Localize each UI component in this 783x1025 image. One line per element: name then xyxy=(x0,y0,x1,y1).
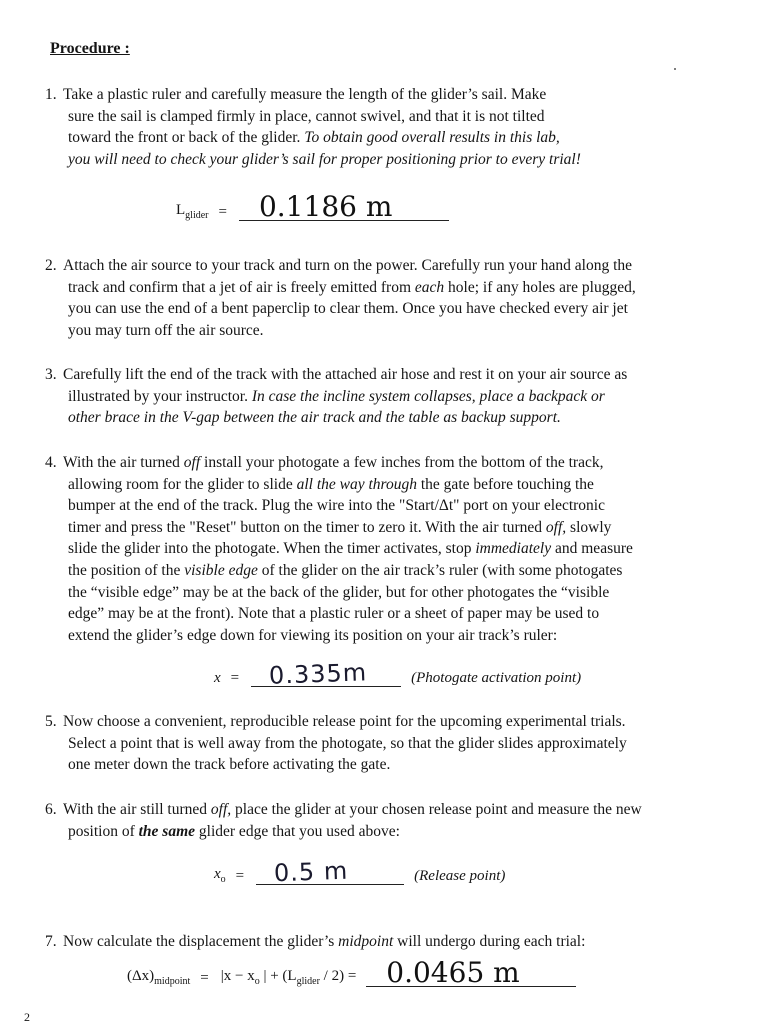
text-run: other brace in the V-gap between the air track and the table as backup support. xyxy=(68,409,561,427)
step-number: 5. xyxy=(45,713,57,730)
displacement-label: $(\Delta x)_{midpoint}$ xyxy=(127,968,191,987)
text-run: you will need to check your glider’s sail for proper positioning prior to every trial! xyxy=(68,150,581,168)
glider-length-answer-line xyxy=(239,190,449,223)
step-line xyxy=(63,560,633,582)
text-run: Take a plastic ruler and carefully measure the length of the glider’s sail. Make xyxy=(63,86,547,103)
step-line xyxy=(63,255,636,277)
displacement-answer-line xyxy=(366,956,576,989)
text-run: one meter down the track before activating the gate. xyxy=(68,756,391,774)
step-text xyxy=(63,255,636,341)
step-line xyxy=(63,495,633,517)
glider-length-equation xyxy=(176,190,459,223)
step-number: 2. xyxy=(45,257,57,274)
displacement-formula: $|x - x_o$ | + $(L_{glider} / 2)$ = xyxy=(220,968,357,987)
text-run: you may turn off the air source. xyxy=(68,321,264,339)
text-run: the same xyxy=(138,822,196,840)
glider-length-value: 0.1186 m xyxy=(258,190,393,223)
text-run: toward the front or back of the glider. xyxy=(68,129,305,147)
step-line xyxy=(63,277,636,299)
text-run: allowing room for the glider to slide xyxy=(68,475,297,493)
step-line xyxy=(63,386,627,408)
text-run: Select a point that is well away from the photogate, so that the glider slides approximately xyxy=(68,734,627,752)
x-label: x xyxy=(214,670,221,686)
step-line xyxy=(63,298,636,320)
text-run: timer and press the "Reset" button on the timer to zero it. With the air turned xyxy=(68,518,546,536)
step-line xyxy=(63,474,633,496)
step-text xyxy=(63,711,627,776)
text-run: hole; if any holes are plugged, xyxy=(444,278,636,296)
step-line xyxy=(63,452,633,474)
step-number: 4. xyxy=(45,454,57,471)
photogate-answer-line xyxy=(251,658,401,690)
step-number: 3. xyxy=(45,366,57,383)
text-run: each xyxy=(414,278,445,296)
text-run: all the way through xyxy=(296,475,417,493)
release-point-value: 0.5 m xyxy=(273,856,349,888)
text-run: install your photogate a few inches from the bottom of the track, xyxy=(200,454,604,471)
text-run: With the air still turned xyxy=(63,801,211,818)
text-run: the gate before touching the xyxy=(417,475,594,493)
text-run: With the air turned xyxy=(63,454,184,471)
text-run: Now choose a convenient, reproducible release point for the upcoming experimental trials. xyxy=(63,713,626,730)
text-run: To obtain good overall results in this lab, xyxy=(304,129,560,147)
text-run: off, xyxy=(545,518,567,536)
step-line xyxy=(63,582,633,604)
step-line xyxy=(63,625,633,647)
step-text xyxy=(63,452,633,646)
step-text xyxy=(63,799,642,842)
equals-sign: = xyxy=(200,970,209,986)
displacement-equation xyxy=(127,956,586,989)
step-line xyxy=(63,711,627,733)
text-run: illustrated by your instructor. xyxy=(68,387,252,405)
release-answer-line xyxy=(256,856,404,888)
text-run: visible edge xyxy=(184,561,258,579)
release-note: (Release point) xyxy=(414,868,506,884)
step-number: 1. xyxy=(45,86,57,103)
step-text xyxy=(63,364,627,429)
text-run: bumper at the end of the track. Plug the wire into the "Start/Δt" port on your electronic xyxy=(68,497,605,515)
displacement-value: 0.0465 m xyxy=(386,956,520,989)
step-line xyxy=(63,733,627,755)
step-number: 6. xyxy=(45,801,57,818)
text-run: track and confirm that a jet of air is freely emitted from xyxy=(68,278,415,296)
photogate-note: (Photogate activation point) xyxy=(411,670,582,686)
step-line xyxy=(63,149,581,171)
step-line xyxy=(63,821,642,843)
step-line xyxy=(63,84,581,106)
text-run: you can use the end of a bent paperclip to clear them. Once you have checked every air jet xyxy=(68,300,628,318)
equals-sign: = xyxy=(218,204,227,220)
text-run: sure the sail is clamped firmly in place, cannot swivel, and that it is not tilted xyxy=(68,107,545,125)
x0-label: $x_o$ xyxy=(214,866,226,885)
text-run: will undergo during each trial: xyxy=(393,933,586,950)
photogate-position-value: 0.335m xyxy=(268,658,368,690)
text-run: the position of the xyxy=(68,561,185,579)
step-number: 7. xyxy=(45,933,57,950)
text-run: immediately xyxy=(475,540,552,558)
step-line xyxy=(63,106,581,128)
step-text xyxy=(63,84,581,170)
glider-length-label: $L_{glider}$ xyxy=(176,202,209,221)
step-line xyxy=(63,127,581,149)
stray-mark xyxy=(674,68,676,70)
step-line xyxy=(63,407,627,429)
text-run: off, xyxy=(210,801,232,818)
step-line xyxy=(63,603,633,625)
procedure-heading: Procedure : xyxy=(50,40,130,57)
text-run: and measure xyxy=(551,540,633,558)
text-run: Attach the air source to your track and turn on the power. Carefully run your hand along the xyxy=(63,257,633,274)
text-run: Carefully lift the end of the track with the attached air hose and rest it on your air source as xyxy=(63,366,628,383)
text-run: In case the incline system collapses, place a backpack or xyxy=(251,387,605,405)
step-text xyxy=(63,931,585,953)
photogate-position-equation xyxy=(214,658,582,690)
text-run: place the glider at your chosen release point and measure the new xyxy=(231,801,642,818)
equals-sign: = xyxy=(235,868,245,884)
text-run: of the glider on the air track’s ruler (with some photogates xyxy=(257,561,623,579)
page-number: 2 xyxy=(24,1010,30,1024)
step-line xyxy=(63,754,627,776)
equals-sign: = xyxy=(230,670,240,686)
step-line xyxy=(63,538,633,560)
step-line xyxy=(63,320,636,342)
text-run: Now calculate the displacement the glider’s xyxy=(63,933,339,950)
release-point-equation xyxy=(214,856,506,888)
text-run: position of xyxy=(68,822,139,840)
step-line xyxy=(63,517,633,539)
text-run: midpoint xyxy=(338,933,394,950)
step-line xyxy=(63,364,627,386)
text-run: extend the glider’s edge down for viewing its position on your air track’s ruler: xyxy=(68,626,558,644)
text-run: glider edge that you used above: xyxy=(195,822,400,840)
text-run: slowly xyxy=(566,518,612,536)
step-line xyxy=(63,931,585,953)
text-run: slide the glider into the photogate. When the timer activates, stop xyxy=(68,540,476,558)
text-run: the “visible edge” may be at the back of the glider, but for other photogates the “visible xyxy=(68,583,610,601)
step-line xyxy=(63,799,642,821)
text-run: edge” may be at the front). Note that a plastic ruler or a sheet of paper may be used to xyxy=(68,605,600,623)
text-run: off xyxy=(183,454,201,471)
